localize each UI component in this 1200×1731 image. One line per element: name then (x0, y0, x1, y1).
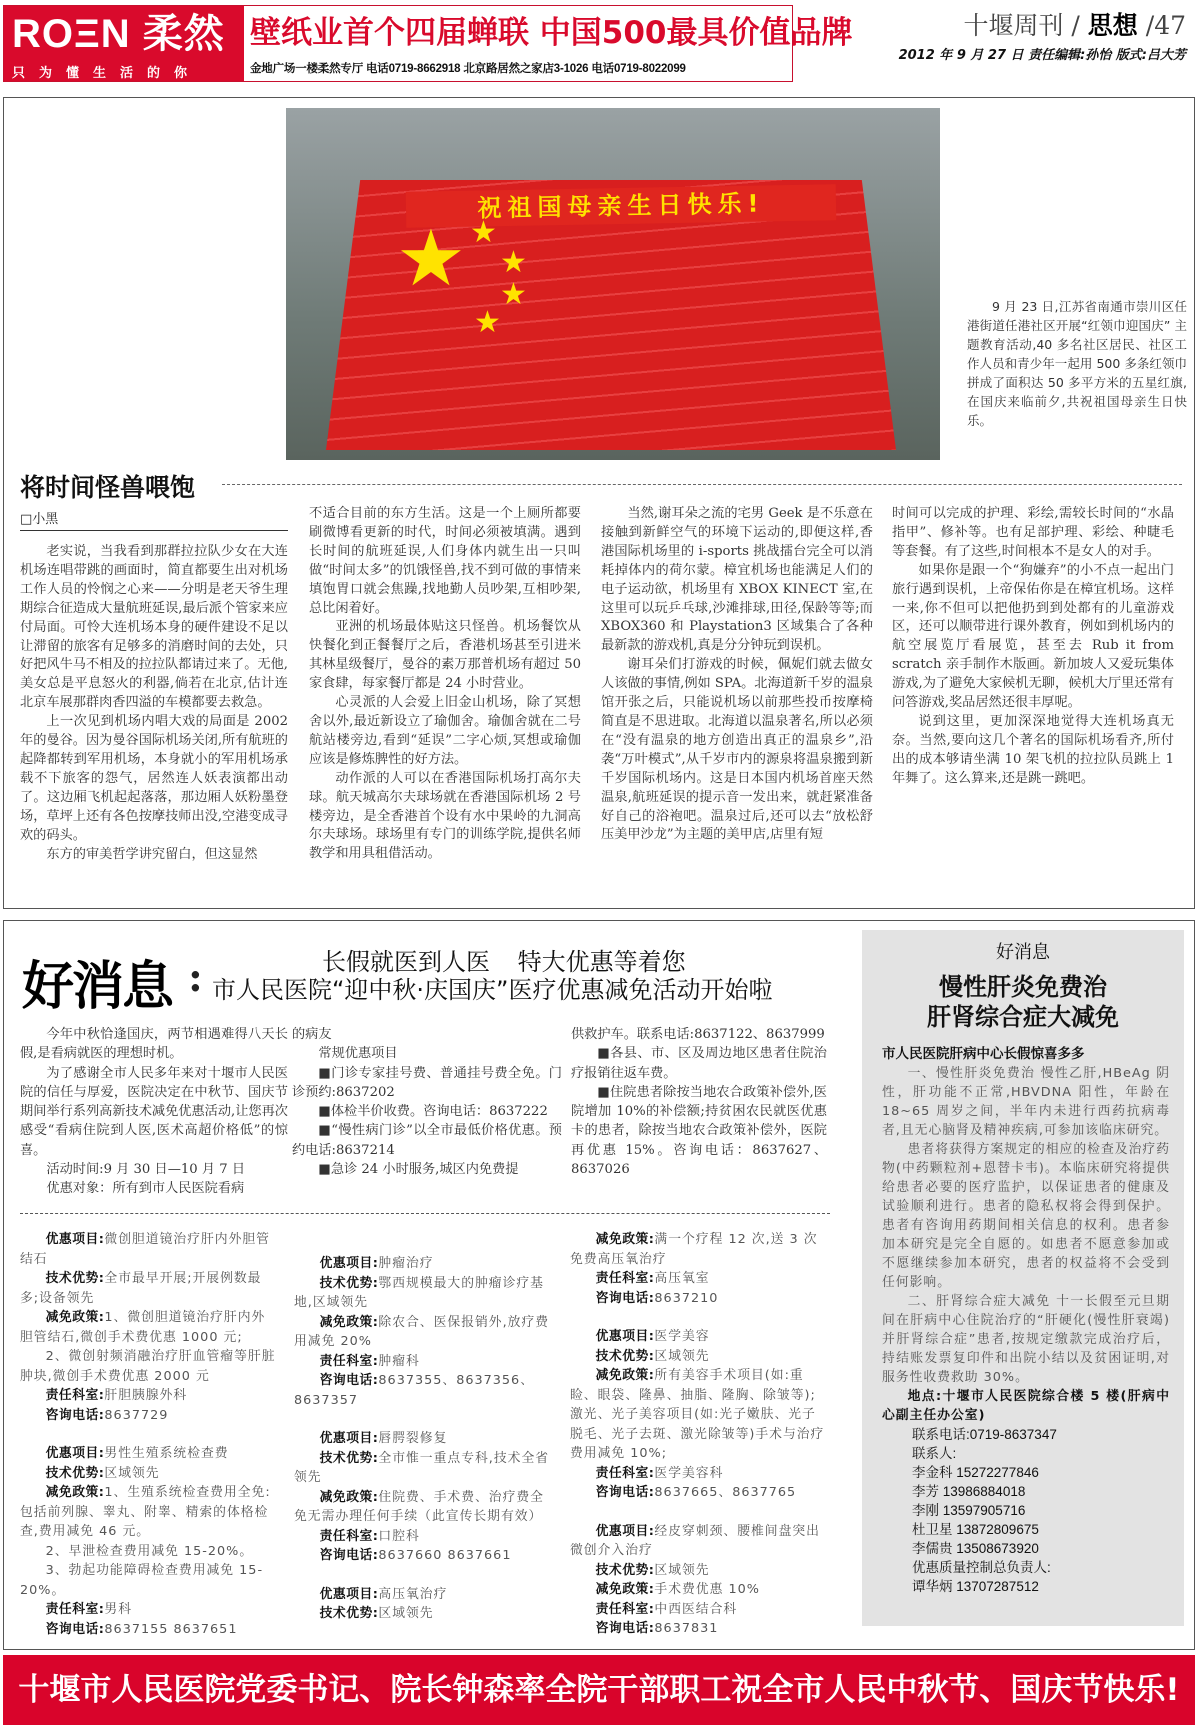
promo-line (570, 1289, 826, 1309)
promo-key: 技术优势: (319, 1450, 379, 1466)
promo-key: 咨询电话: (45, 1407, 105, 1423)
promo-value: 2、早泄检查费用减免 15-20%。 (45, 1543, 254, 1559)
paragraph: 动作派的人可以在香港国际机场打高尔夫球。航天城高尔夫球场就在香港国际机场 2 号楼旁边，是全香港首个设有水中果岭的九洞高尔夫球场。球场里有专门的训练学院,提供名师教学和用具租借活动。 (309, 770, 581, 862)
promo-value: 8637665、8637765 (654, 1485, 797, 1500)
photo-banner: 祝祖国母亲生日快乐! (406, 184, 837, 227)
paragraph: 谢耳朵们打游戏的时候，佩妮们就去做女人该做的事情,例如 SPA。北海道新千岁的温泉馆开张之后，只能说机场以前那些投币按摩椅简直是不思进取。北海道以温泉著名,所以必须在“没有温泉的地方创造出真正的温泉乡”,沿袭“万叶模式”,从千岁市内的源泉将温泉搬到新千岁国际机场内。这是日本国内机场首座天然温泉,航班延误的提示音一发出来，就赶紧准备好自己的浴袍吧。温泉过后,还可以去“放松舒压美甲沙龙”为主题的美甲店,店里有短 (601, 657, 873, 843)
promo-line (20, 1600, 276, 1620)
promo-key: 优惠项目: (319, 1586, 379, 1602)
paragraph: ■住院患者除按当地农合政策补偿外,医院增加 10%的补偿额;持贫困农民就医优惠卡的患者，除按当地农合政策补偿外，医院再优惠 15%。咨询电话：8637627、8637026 (571, 1084, 827, 1178)
good-news-colon: : (188, 954, 203, 1001)
promo-line (20, 1464, 276, 1484)
promo-item (294, 1585, 550, 1624)
paragraph: 优惠对象：所有到市人民医院看病 (46, 1181, 245, 1197)
panel-location: 地点:十堰市人民医院综合楼 5 楼(肝病中心副主任办公室) (882, 1389, 1170, 1423)
small-star-icon: ★ (470, 215, 497, 250)
promo-line (570, 1269, 826, 1289)
promo-line (20, 1561, 276, 1600)
promo-key: 咨询电话: (319, 1373, 379, 1388)
promo-line (570, 1600, 826, 1620)
promo-key: 责任科室: (319, 1353, 379, 1369)
promo-key: 技术优势: (319, 1606, 379, 1621)
promo-line (294, 1254, 550, 1274)
paragraph: 老实说，当我看到那群拉拉队少女在大连机场连唱带跳的画面时，简直都要生出对机场工作人员的怜悯之心来——分明是老天爷生理期综合征造成大量航班延误,最后派个管家来应付局面。可怜大连机场本身的硬件建设不足以让滞留的旅客有足够多的消磨时间的去处，只好把风牛马不相及的拉拉队都请过来了。无他,美女总是平息怒火的利器,倘若在北京,估计连北京车展那群肉香四溢的车模都要去救急。 (20, 544, 288, 711)
promo-value: 肝胆胰腺外科 (104, 1388, 188, 1403)
promo-line (20, 1406, 276, 1426)
promo-value: 男性生殖系统检查费 (104, 1446, 229, 1461)
article-column-3 (601, 505, 873, 845)
promo-key: 责任科室: (45, 1388, 105, 1403)
promo-key: 责任科室: (595, 1465, 655, 1481)
contact-item: 杜卫星 13872809675 (912, 1522, 1039, 1537)
paragraph: ■门诊专家挂号费、普通挂号费全免。门诊预约:8637202 (292, 1065, 562, 1100)
promo-item (20, 1230, 276, 1425)
promo-value: 8637660 8637661 (378, 1548, 512, 1563)
promo-value: 住院费、手术费、治疗费全免无需办理任何手续（此宣传长期有效） (294, 1489, 544, 1524)
promo-line (20, 1620, 276, 1640)
panel-paragraph: 一、慢性肝炎免费治 慢性乙肝,HBeAg 阴性，肝功能不正常,HBVDNA 阳性，年龄在 18~65 周岁之间，半年内未进行西药抗病毒者,且无心脑肾及精神疾病,可参加该临床研究。 (882, 1066, 1170, 1138)
promo-column-1 (20, 1230, 276, 1658)
promo-key: 咨询电话: (595, 1290, 655, 1306)
promo-line (20, 1386, 276, 1406)
promo-item (294, 1429, 550, 1566)
top-advertisement (3, 5, 853, 82)
panel-phone: 联系电话:0719-8637347 (912, 1427, 1057, 1442)
promo-line (570, 1327, 826, 1347)
promo-value: 8637831 (654, 1621, 719, 1636)
promo-key: 技术优势: (595, 1562, 655, 1578)
promo-value: 8637155 8637651 (104, 1621, 238, 1637)
intro-column-3 (571, 1025, 827, 1179)
ad-address: 金地广场一楼柔然专厅 电话0719-8662918 北京路居然之家店3-1026 电话0719-8022099 (250, 63, 686, 75)
good-news-subtitle-2: 市人民医院“迎中秋·庆国庆”医疗优惠减免活动开始啦 (212, 976, 773, 1004)
bottom-greeting-banner: 十堰市人民医院党委书记、院长钟森率全院干部职工祝全市人民中秋节、国庆节快乐! (3, 1655, 1195, 1725)
promo-key: 咨询电话: (595, 1621, 655, 1636)
promo-value: 满一个疗程 12 次,送 3 次免费高压氧治疗 (570, 1232, 818, 1267)
promo-item (570, 1522, 826, 1639)
contact-item: 李刚 13597905716 (912, 1503, 1026, 1518)
good-news-subtitle-1: 长假就医到人医 特大优惠等着您 (322, 948, 686, 976)
promo-value: 男科 (104, 1602, 132, 1617)
promo-line (294, 1449, 550, 1488)
promo-value: 8637355、8637356、8637357 (294, 1373, 534, 1408)
brand-latin: ROΞN (12, 12, 131, 56)
promo-value: 2、微创射频消融治疗肝血管瘤等肝脏肿块,微创手术费优惠 2000 元 (20, 1349, 276, 1384)
promo-key: 技术优势: (45, 1465, 105, 1481)
promo-key: 技术优势: (595, 1348, 655, 1364)
qc-label: 优惠质量控制总负责人: (912, 1560, 1051, 1575)
promo-key: 减免政策: (45, 1310, 105, 1325)
promo-key: 减免政策: (319, 1314, 379, 1330)
intro-divider (20, 1213, 830, 1214)
promo-key: 减免政策: (45, 1485, 105, 1500)
promo-value: 3、勃起功能障碍检查费用减免 15-20%。 (20, 1563, 264, 1598)
paragraph: 不适合目前的东方生活。这是一个上厕所都要刷微博看更新的时代，时间必须被填满。遇到长时间的航班延误,人们身体内就生出一只叫做“时间太多”的饥饿怪兽,找不到可做的事情来填饱胃口就会焦躁,找地勤人员吵架,互相吵架,总比闲着好。 (309, 506, 581, 616)
promo-line (20, 1444, 276, 1464)
paper-name: 十堰周刊 (963, 11, 1064, 40)
promo-value: 肿瘤科 (378, 1353, 420, 1369)
panel-kicker: 好消息 (996, 942, 1050, 963)
promo-value: 经皮穿刺颈、腰椎间盘突出微创介入治疗 (570, 1523, 820, 1558)
paragraph: 亚洲的机场最体贴这只怪兽。机场餐饮从快餐化到正餐餐厅之后，香港机场甚至引进米其林星级餐厅，曼谷的素万那普机场有超过 50 家食肆，每家餐厅都是 24 小时营业。 (309, 619, 581, 692)
paragraph: 的病友 (292, 1027, 332, 1042)
promo-key: 优惠项目: (45, 1446, 105, 1461)
article-title: 将时间怪兽喂饱 (20, 473, 196, 502)
paragraph: ■体检半价收费。咨询电话：8637222 (318, 1104, 548, 1120)
promo-key: 减免政策: (595, 1232, 655, 1247)
page-number: /47 (1145, 11, 1186, 40)
promo-value: 8637729 (104, 1407, 169, 1423)
promo-key: 责任科室: (319, 1528, 379, 1544)
promo-key: 咨询电话: (319, 1548, 379, 1563)
promo-line (570, 1561, 826, 1581)
paragraph: 说到这里，更加深深地觉得大连机场真无奈。当然,要向这几个著名的国际机场看齐,所付出的成本够请坐满 10 架飞机的拉拉队员跳上 1 年舞了。这么算来,还是跳一跳吧。 (892, 713, 1174, 786)
promo-line (20, 1308, 276, 1347)
paragraph: 今年中秋恰逢国庆，两节相遇难得八天长假,是看病就医的理想时机。 (20, 1027, 288, 1062)
promo-item (570, 1327, 826, 1503)
paragraph: ■“慢性病门诊”以全市最低价格优惠。预约电话:8637214 (292, 1123, 562, 1158)
paragraph: 东方的审美哲学讲究留白，但这显然 (46, 846, 258, 862)
promo-value: 8637210 (654, 1290, 719, 1306)
promo-value: 唇腭裂修复 (378, 1431, 448, 1446)
brand-slogan: 只为懂生活的你 (12, 66, 202, 81)
paragraph: 供救护车。联系电话:8637122、8637999 (571, 1027, 825, 1042)
promo-line (294, 1274, 550, 1313)
promo-value: 高压氧室 (654, 1271, 710, 1286)
big-star-icon: ★ (396, 214, 466, 304)
promo-key: 责任科室: (45, 1602, 105, 1617)
promo-line (20, 1542, 276, 1562)
promo-line (570, 1483, 826, 1503)
small-star-icon: ★ (500, 245, 527, 280)
promo-value: 区域领先 (104, 1465, 160, 1481)
issue-meta: 2012 年 9 月 27 日 责任编辑:孙怡 版式:吕大芳 (898, 48, 1186, 63)
paragraph: 上一次见到机场内唱大戏的局面是 2002 年的曼谷。因为曼谷国际机场关闭,所有航班的起降都转到军用机场，本身就小的军用机场承载不下旅客的怨气，居然连人妖表演都出动了。这边厢飞机起起落落，那边厢人妖粉墨登场，草坪上还有各色按摩技师出没,空港变成寻欢的码头。 (20, 714, 288, 843)
promo-line (294, 1527, 550, 1547)
promo-value: 微创胆道镜治疗肝内外胆管结石 (20, 1232, 270, 1267)
ad-headline: 壁纸业首个四届蝉联 中国500最具价值品牌 (250, 15, 853, 51)
paragraph: 常规优惠项目 (318, 1046, 398, 1062)
promo-value: 肿瘤治疗 (378, 1256, 434, 1271)
promo-value: 中西医结合科 (654, 1601, 738, 1617)
promo-key: 减免政策: (319, 1489, 379, 1505)
promo-line (294, 1313, 550, 1352)
promo-key: 优惠项目: (45, 1232, 105, 1247)
promo-line (294, 1546, 550, 1566)
promo-key: 技术优势: (319, 1275, 379, 1291)
good-news-title: 好消息 (22, 956, 173, 1017)
promo-line (294, 1352, 550, 1372)
panel-headline-line-2: 肝肾综合症大减免 (927, 1002, 1119, 1031)
paragraph: 为了感谢全市人民多年来对十堰市人民医院的信任与厚爱，医院决定在中秋节、国庆节期间举行系列高新技术减免优惠活动,让您再次感受“看病住院到人医,医术高超价格低”的惊喜。 (20, 1065, 288, 1158)
promo-value: 手术费优惠 10% (654, 1582, 760, 1597)
paragraph: 活动时间:9 月 30 日—10 月 7 日 (46, 1162, 246, 1178)
panel-headline-line-1: 慢性肝炎免费治 (939, 972, 1107, 1001)
article-column-4 (892, 505, 1174, 789)
paragraph: 当然,谢耳朵之流的宅男 Geek 是不乐意在接触到新鲜空气的环境下运动的,即便这样,香港国际机场里的 i-sports 挑战擂台完全可以消耗掉体内的荷尔蒙。樟宜机场也能满足人们的电子运动欲，机场里有 XBOX KINECT 室,在这里可以玩乒乓球,沙滩排球,田径,保龄等等;而 XBOX360 和 Playstation3 区域集合了各种最新款的游戏机,真是分分钟玩到误机。 (601, 506, 873, 654)
promo-line (570, 1347, 826, 1367)
small-star-icon: ★ (500, 277, 527, 312)
article-column-1 (20, 543, 288, 864)
promo-column-3 (570, 1230, 826, 1658)
promo-value: 区域领先 (654, 1348, 710, 1364)
small-star-icon: ★ (474, 305, 501, 340)
paragraph: ■各县、市、区及周边地区患者住院治疗报销往返车费。 (571, 1046, 827, 1081)
promo-line (294, 1604, 550, 1624)
masthead (806, 6, 1186, 63)
flag-photo (286, 108, 940, 460)
panel-paragraph: 二、肝肾综合症大减免 十一长假至元旦期间在肝病中心住院治疗的“肝硬化(慢性肝衰竭)并肝肾综合症”患者,按规定缴款完成治疗后，持结账发票复印件和出院小结以及贫困证明,对服务性收费救助 30%。 (882, 1294, 1170, 1385)
promo-value: 除农合、医保报销外,放疗费用减免 20% (294, 1314, 550, 1349)
promo-value: 医学美容 (654, 1329, 710, 1344)
section-name: 思想 (1087, 11, 1138, 40)
panel-subhead: 市人民医院肝病中心长假惊喜多多 (882, 1046, 1085, 1062)
promo-line (20, 1483, 276, 1542)
brand-cn: 柔然 (142, 12, 225, 56)
promo-value: 鄂西规模最大的肿瘤诊疗基地,区域领先 (294, 1275, 544, 1310)
promo-item (20, 1444, 276, 1639)
promo-line (20, 1347, 276, 1386)
contacts-label: 联系人: (912, 1446, 957, 1461)
promo-value: 全市最早开展;开展例数最多;设备领先 (20, 1271, 262, 1306)
article-column-2 (309, 505, 581, 864)
paragraph: 如果你是跟一个“狗嫌弃”的小不点一起出门旅行遇到误机，上帝保佑你是在樟宜机场。这样一来,你不但可以把他扔到到处都有的儿童游戏区，还可以顺带进行课外教育，例如到机场内的航空展览厅看展览，甚至去 Rub it from scratch 亲手制作木版画。新加坡人又爱玩集体游戏,为了避免大家候机无聊，候机大厅里还常有问答游戏,奖品居然还很丰厚呢。 (892, 562, 1174, 711)
promo-key: 优惠项目: (319, 1256, 379, 1271)
promo-line (570, 1464, 826, 1484)
promo-item (570, 1230, 826, 1308)
promo-key: 减免政策: (595, 1368, 655, 1383)
promo-value: 高压氧治疗 (378, 1586, 448, 1602)
promo-line (570, 1522, 826, 1561)
liver-center-panel (862, 930, 1184, 1626)
panel-paragraph: 患者将获得方案规定的相应的检查及治疗药物(中药颗粒剂+恩替卡韦)。本临床研究将提供给患者必要的医疗监护，以保证患者的健康及试验顺利进行。患者的隐私权将会得到保护。患者有咨询用药期间相关信息的权利。患者参加本研究是完全自愿的。如患者不愿意参加或不愿继续参加本研究，患者的权益将不会受到任何影响。 (882, 1142, 1170, 1290)
panel-contacts (912, 1425, 1184, 1596)
roen-logo (4, 6, 244, 81)
promo-value: 所有美容手术项目(如:重睑、眼袋、隆鼻、抽脂、隆胸、除皱等);激光、光子美容项目(如:光子嫩肤、光子脱毛、光子去斑、激光除皱等)手术与治疗费用减免 10%; (570, 1368, 825, 1461)
paragraph: ■急诊 24 小时服务,城区内免费提 (318, 1162, 519, 1178)
promo-line (294, 1585, 550, 1605)
qc-contact: 谭华炳 13707287512 (912, 1579, 1039, 1594)
promo-line (20, 1269, 276, 1308)
masthead-sep: / (1071, 11, 1080, 40)
promo-line (294, 1488, 550, 1527)
promo-value: 全市惟一重点专科,技术全省领先 (294, 1450, 550, 1485)
contact-item: 李芳 13986884018 (912, 1484, 1026, 1499)
promo-value: 区域领先 (654, 1562, 710, 1578)
promo-value: 医学美容科 (654, 1465, 724, 1481)
promo-key: 咨询电话: (595, 1485, 655, 1500)
promo-key: 优惠项目: (319, 1431, 379, 1446)
intro-column-2 (292, 1025, 562, 1179)
promo-value: 1、生殖系统检查费用全免:包括前列腺、睾丸、附睾、精索的体格检查,费用减免 46 元。 (20, 1485, 271, 1539)
contact-item: 李儒贵 13508673920 (912, 1541, 1039, 1556)
panel-headline (862, 972, 1184, 1032)
contact-item: 李金科 15272277846 (912, 1465, 1039, 1480)
intro-column-1 (20, 1025, 288, 1199)
paragraph: 时间可以完成的护理、彩绘,需较长时间的“水晶指甲”、修补等。也有足部护理、彩绘、种睫毛等套餐。有了这些,时间根本不是女人的对手。 (892, 506, 1174, 559)
promo-item (294, 1254, 550, 1410)
promo-line (294, 1429, 550, 1449)
photo-caption: 9 月 23 日,江苏省南通市崇川区任港街道任港社区开展“红领巾迎国庆” 主题教育活动,40 多名社区居民、社区工作人员和青少年一起用 500 多条红领巾拼成了面积达 50 多平方米的五星红旗,在国庆来临前夕,共祝祖国母亲生日快乐。 (967, 299, 1187, 428)
article-author: □小黑 (20, 508, 288, 531)
promo-line (570, 1230, 826, 1269)
promo-line (570, 1366, 826, 1464)
promo-column-2 (294, 1254, 550, 1643)
promo-key: 减免政策: (595, 1582, 655, 1597)
promo-line (20, 1230, 276, 1269)
promo-key: 责任科室: (595, 1601, 655, 1617)
promo-line (570, 1580, 826, 1600)
promo-value: 口腔科 (378, 1528, 420, 1544)
promo-key: 优惠项目: (595, 1523, 655, 1539)
promo-line (570, 1619, 826, 1639)
paragraph: 心灵派的人会爱上旧金山机场，除了冥想舍以外,最近新设立了瑜伽舍。瑜伽舍就在二号航站楼旁边,看到“延误”二字心烦,冥想或瑜伽应该是修炼脾性的好方法。 (309, 695, 581, 767)
promo-line (294, 1371, 550, 1410)
promo-value: 区域领先 (378, 1606, 434, 1621)
promo-key: 技术优势: (45, 1271, 105, 1286)
promo-key: 责任科室: (595, 1271, 655, 1286)
promo-key: 咨询电话: (45, 1621, 105, 1637)
title-divider (222, 484, 1182, 485)
promo-key: 优惠项目: (595, 1329, 655, 1344)
promo-value: 1、微创胆道镜治疗肝内外胆管结石,微创手术费优惠 1000 元; (20, 1310, 266, 1345)
